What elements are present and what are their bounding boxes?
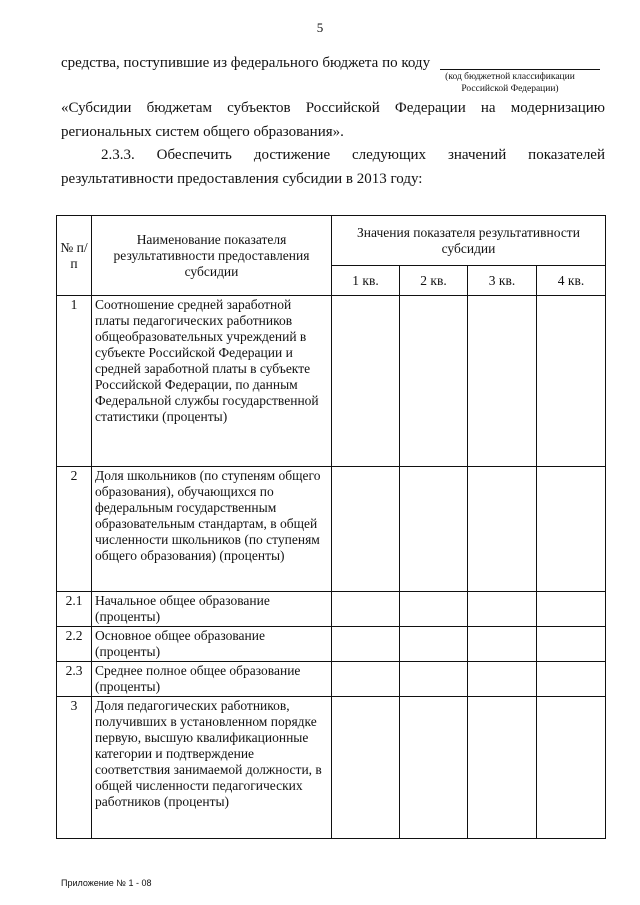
row-q4-value (537, 662, 606, 697)
row-q2-value (400, 697, 468, 839)
row-q3-value (468, 662, 537, 697)
clause-2-3-3-paragraph: 2.3.3. Обеспечить достижение следующих значений показателей результативности предоставления субсидии в 2013 году: (61, 147, 605, 187)
row-num: 2.3 (57, 662, 92, 697)
row-indicator-name: Основное общее образование (проценты) (92, 627, 332, 662)
row-indicator-name: Доля педагогических работников, получивших в установленном порядке первую, высшую квалификационные категории и подтверждение соответствия занимаемой должности, в общей численности педагогических работников (проценты) (92, 697, 332, 839)
row-indicator-name: Начальное общее образование (проценты) (92, 592, 332, 627)
row-q4-value (537, 697, 606, 839)
row-q2-value (400, 592, 468, 627)
row-q1-value (332, 296, 400, 467)
header-quarter-1: 1 кв. (332, 266, 400, 296)
table-row (57, 697, 606, 839)
row-q4-value (537, 296, 606, 467)
row-q3-value (468, 467, 537, 592)
row-num: 2 (57, 467, 92, 592)
budget-code-blank (440, 69, 600, 70)
indicators-table (56, 215, 606, 839)
header-values: Значения показателя результативности субсидии (332, 216, 606, 266)
row-num: 2.2 (57, 627, 92, 662)
header-quarter-2: 2 кв. (400, 266, 468, 296)
header-quarter-4: 4 кв. (537, 266, 606, 296)
row-num: 3 (57, 697, 92, 839)
table-row (57, 662, 606, 697)
table-row (57, 296, 606, 467)
row-q4-value (537, 627, 606, 662)
row-q1-value (332, 627, 400, 662)
subsidy-name-paragraph: «Субсидии бюджетам субъектов Российской Федерации на модернизацию региональных систем общего образования». (61, 100, 605, 140)
row-q4-value (537, 467, 606, 592)
budget-code-caption (425, 71, 595, 95)
budget-code-caption-line1: (код бюджетной классификации (445, 72, 575, 82)
row-q3-value (468, 697, 537, 839)
header-quarter-3: 3 кв. (468, 266, 537, 296)
header-indicator-name: Наименование показателя результативности предоставления субсидии (92, 216, 332, 296)
footer-attachment-label: Приложение № 1 - 08 (61, 878, 152, 888)
row-q3-value (468, 296, 537, 467)
budget-code-line: средства, поступившие из федерального бюджета по коду (61, 55, 431, 71)
table-row (57, 592, 606, 627)
row-q1-value (332, 697, 400, 839)
row-indicator-name: Доля школьников (по ступеням общего образования), обучающихся по федеральным государственным образовательным стандартам, в общей численности школьников (по ступеням общего образования) (проценты) (92, 467, 332, 592)
header-num: № п/п (57, 216, 92, 296)
row-q2-value (400, 296, 468, 467)
row-q1-value (332, 592, 400, 627)
row-q2-value (400, 627, 468, 662)
row-q1-value (332, 467, 400, 592)
table-row (57, 467, 606, 592)
row-indicator-name: Соотношение средней заработной платы педагогических работников общеобразовательных учреждений в субъекте Российской Федерации и средней заработной платы в субъекте Российской Федерации, по данным Федеральной службы государственной статистики (проценты) (92, 296, 332, 467)
row-q3-value (468, 592, 537, 627)
row-q2-value (400, 662, 468, 697)
budget-code-caption-line2: Российской Федерации) (461, 84, 559, 94)
row-q4-value (537, 592, 606, 627)
row-q3-value (468, 627, 537, 662)
table-row (57, 627, 606, 662)
row-num: 2.1 (57, 592, 92, 627)
row-q1-value (332, 662, 400, 697)
row-q2-value (400, 467, 468, 592)
page-number: 5 (316, 20, 324, 35)
row-num: 1 (57, 296, 92, 467)
row-indicator-name: Среднее полное общее образование (проценты) (92, 662, 332, 697)
